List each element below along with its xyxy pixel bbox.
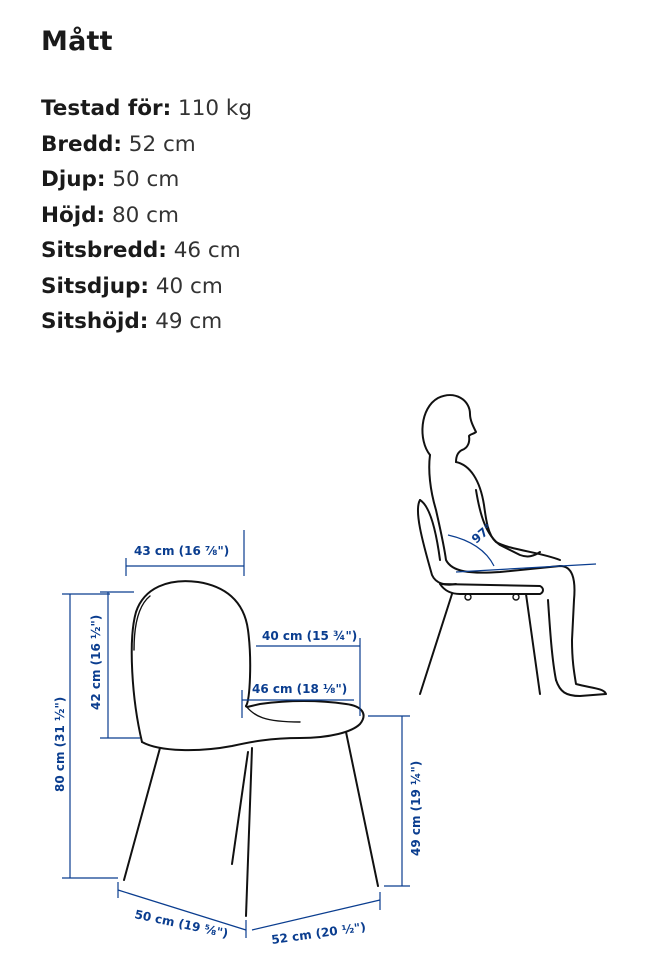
chair-backrest <box>132 581 250 742</box>
page-title: Mått <box>41 26 113 57</box>
spec-row-depth <box>41 165 252 201</box>
recline-arc <box>448 535 494 566</box>
dim-width-label: 52 cm (20 ½") <box>270 919 367 947</box>
spec-value: 80 cm <box>111 202 179 228</box>
person-head <box>422 395 476 462</box>
spec-label: Bredd: <box>41 131 122 157</box>
spec-value: 52 cm <box>128 131 196 157</box>
spec-row-seat-width <box>41 236 252 272</box>
side-chair-back-outer <box>420 500 440 560</box>
chair-leg-back-left <box>232 752 248 864</box>
specs-list <box>41 94 252 343</box>
person-leg <box>548 600 556 680</box>
spec-label: Sitshöjd: <box>41 309 149 334</box>
person-body <box>429 455 606 696</box>
side-chair-seat <box>440 584 543 594</box>
dim-seat-width-label: 46 cm (18 ⅛") <box>252 682 348 696</box>
dim-total-height-label: 80 cm (31 ½") <box>53 696 67 792</box>
spec-value: 46 cm <box>173 238 241 263</box>
spec-label: Djup: <box>41 167 106 192</box>
chair-leg-front-left <box>124 748 160 880</box>
seated-person-illustration <box>418 395 606 696</box>
chair-leg-front-right <box>246 748 252 916</box>
dim-seat-depth-label: 40 cm (15 ¾") <box>262 629 358 643</box>
spec-row-height <box>41 201 252 237</box>
spec-label: Sitsdjup: <box>41 273 149 299</box>
person-chest <box>456 462 560 560</box>
spec-value: 110 kg <box>178 96 253 121</box>
spec-row-seat-height <box>41 307 252 343</box>
recline-reference-line <box>456 564 596 572</box>
spec-value: 50 cm <box>112 167 180 192</box>
spec-value: 49 cm <box>155 309 223 334</box>
dim-depth-label: 50 cm (19 ⅝") <box>133 907 230 941</box>
spec-value: 40 cm <box>155 273 223 299</box>
dim-backrest-height-label: 42 cm (16 ½") <box>89 614 103 710</box>
chair-leg-back-right <box>346 732 378 886</box>
spec-row-width <box>41 130 252 166</box>
chair-seat <box>142 701 364 750</box>
spec-row-tested-for <box>41 94 252 130</box>
spec-label: Sitsbredd: <box>41 238 167 263</box>
spec-row-seat-depth <box>41 272 252 308</box>
recline-angle-label: 97° <box>468 520 496 547</box>
spec-label: Testad för: <box>41 96 172 121</box>
dim-seat-height-label: 49 cm (19 ¼") <box>409 760 423 856</box>
dim-backrest-width-label: 43 cm (16 ⅞") <box>134 544 230 558</box>
spec-label: Höjd: <box>41 202 106 228</box>
dimension-lines <box>53 530 423 947</box>
side-chair-leg-back <box>420 594 452 694</box>
chair-seat-edge <box>246 706 300 722</box>
chair-backrest-inner <box>134 596 150 650</box>
dimension-diagram <box>0 380 658 960</box>
side-chair-leg-front <box>526 594 540 694</box>
